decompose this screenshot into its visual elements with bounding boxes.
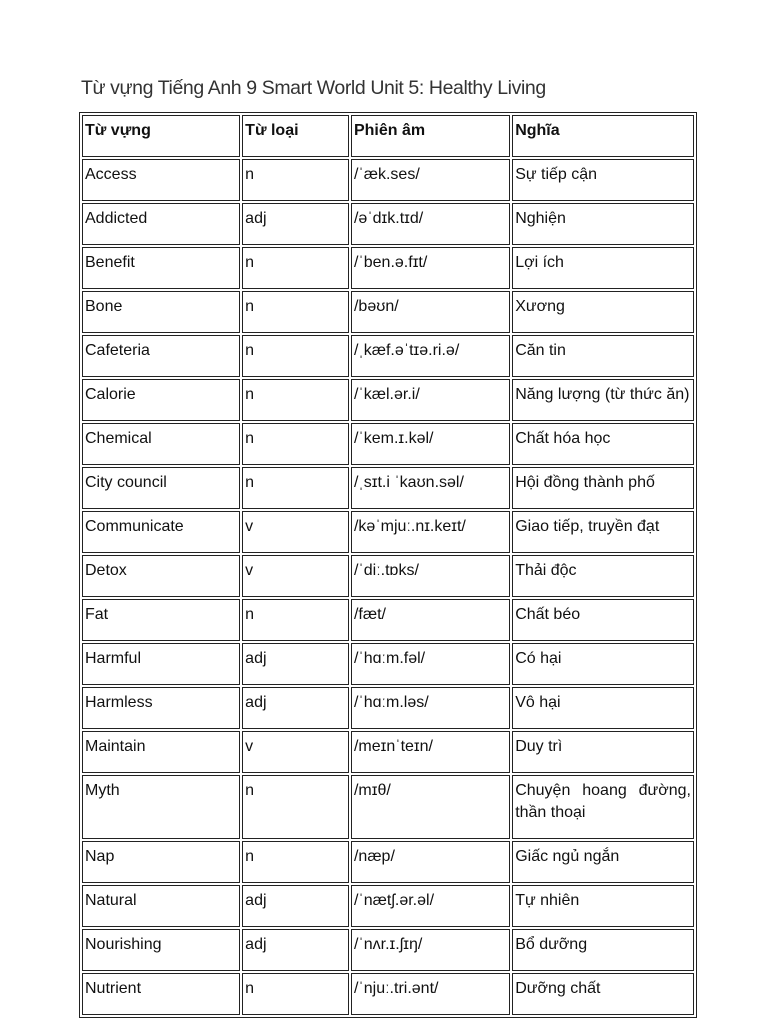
cell-meaning: Chuyện hoang đường, thần thoại: [512, 775, 694, 839]
cell-part-of-speech: v: [242, 731, 349, 773]
cell-part-of-speech: n: [242, 423, 349, 465]
table-row: [82, 687, 694, 729]
cell-part-of-speech: adj: [242, 203, 349, 245]
cell-part-of-speech: v: [242, 555, 349, 597]
cell-word: Natural: [82, 885, 240, 927]
cell-word: Access: [82, 159, 240, 201]
cell-word: Maintain: [82, 731, 240, 773]
cell-meaning: Duy trì: [512, 731, 694, 773]
table-row: [82, 775, 694, 839]
table-row: [82, 885, 694, 927]
cell-meaning: Dưỡng chất: [512, 973, 694, 1015]
cell-word: Nutrient: [82, 973, 240, 1015]
header-meaning: Nghĩa: [512, 115, 694, 157]
cell-meaning: Năng lượng (từ thức ăn): [512, 379, 694, 421]
cell-pronunciation: /kəˈmjuː.nɪ.keɪt/: [351, 511, 510, 553]
cell-part-of-speech: n: [242, 159, 349, 201]
cell-pronunciation: /ˈdiː.tɒks/: [351, 555, 510, 597]
cell-word: Benefit: [82, 247, 240, 289]
cell-meaning: Có hại: [512, 643, 694, 685]
cell-part-of-speech: n: [242, 973, 349, 1015]
vocabulary-table: [79, 112, 697, 1018]
cell-pronunciation: /ˈben.ə.fɪt/: [351, 247, 510, 289]
cell-part-of-speech: adj: [242, 929, 349, 971]
table-row: [82, 159, 694, 201]
cell-pronunciation: /ˌkæf.əˈtɪə.ri.ə/: [351, 335, 510, 377]
cell-part-of-speech: n: [242, 841, 349, 883]
cell-pronunciation: /ˈnʌr.ɪ.ʃɪŋ/: [351, 929, 510, 971]
cell-word: Harmful: [82, 643, 240, 685]
cell-pronunciation: /ˌsɪt.i ˈkaʊn.səl/: [351, 467, 510, 509]
cell-word: Nourishing: [82, 929, 240, 971]
cell-part-of-speech: adj: [242, 885, 349, 927]
cell-meaning: Hội đồng thành phố: [512, 467, 694, 509]
table-row: [82, 731, 694, 773]
table-row: [82, 841, 694, 883]
table-row: [82, 423, 694, 465]
table-row: [82, 599, 694, 641]
cell-meaning: Thải độc: [512, 555, 694, 597]
cell-meaning: Chất béo: [512, 599, 694, 641]
cell-meaning: Giấc ngủ ngắn: [512, 841, 694, 883]
table-row: [82, 929, 694, 971]
header-word: Từ vựng: [82, 115, 240, 157]
cell-pronunciation: /mɪθ/: [351, 775, 510, 839]
cell-part-of-speech: n: [242, 335, 349, 377]
cell-meaning: Lợi ích: [512, 247, 694, 289]
cell-part-of-speech: n: [242, 599, 349, 641]
cell-pronunciation: /ˈnætʃ.ər.əl/: [351, 885, 510, 927]
cell-pronunciation: /ˈhɑːm.fəl/: [351, 643, 510, 685]
table-row: [82, 335, 694, 377]
cell-part-of-speech: n: [242, 291, 349, 333]
document-title: Từ vựng Tiếng Anh 9 Smart World Unit 5: Healthy Living: [81, 77, 546, 99]
table-row: [82, 511, 694, 553]
table-header-row: [82, 115, 694, 157]
cell-word: Chemical: [82, 423, 240, 465]
cell-meaning: Giao tiếp, truyền đạt: [512, 511, 694, 553]
table-row: [82, 247, 694, 289]
table-row: [82, 203, 694, 245]
cell-pronunciation: /ˈnjuː.tri.ənt/: [351, 973, 510, 1015]
cell-part-of-speech: n: [242, 379, 349, 421]
cell-pronunciation: /ˈkæl.ər.i/: [351, 379, 510, 421]
table-row: [82, 379, 694, 421]
cell-meaning: Vô hại: [512, 687, 694, 729]
cell-pronunciation: /fæt/: [351, 599, 510, 641]
cell-meaning: Bổ dưỡng: [512, 929, 694, 971]
cell-pronunciation: /meɪnˈteɪn/: [351, 731, 510, 773]
cell-word: Myth: [82, 775, 240, 839]
header-part-of-speech: Từ loại: [242, 115, 349, 157]
cell-word: Harmless: [82, 687, 240, 729]
cell-meaning: Nghiện: [512, 203, 694, 245]
header-pronunciation: Phiên âm: [351, 115, 510, 157]
cell-part-of-speech: n: [242, 467, 349, 509]
cell-meaning: Chất hóa học: [512, 423, 694, 465]
cell-word: Cafeteria: [82, 335, 240, 377]
cell-pronunciation: /bəʊn/: [351, 291, 510, 333]
cell-part-of-speech: adj: [242, 643, 349, 685]
table-row: [82, 643, 694, 685]
cell-meaning: Tự nhiên: [512, 885, 694, 927]
cell-pronunciation: /ˈkem.ɪ.kəl/: [351, 423, 510, 465]
cell-word: City council: [82, 467, 240, 509]
table-row: [82, 555, 694, 597]
cell-word: Communicate: [82, 511, 240, 553]
cell-meaning: Căn tin: [512, 335, 694, 377]
cell-word: Bone: [82, 291, 240, 333]
table-row: [82, 973, 694, 1015]
table-row: [82, 291, 694, 333]
cell-word: Addicted: [82, 203, 240, 245]
cell-word: Nap: [82, 841, 240, 883]
cell-pronunciation: /næp/: [351, 841, 510, 883]
cell-part-of-speech: v: [242, 511, 349, 553]
cell-word: Detox: [82, 555, 240, 597]
cell-part-of-speech: n: [242, 775, 349, 839]
cell-word: Calorie: [82, 379, 240, 421]
cell-meaning: Xương: [512, 291, 694, 333]
cell-pronunciation: /əˈdɪk.tɪd/: [351, 203, 510, 245]
cell-part-of-speech: adj: [242, 687, 349, 729]
cell-meaning: Sự tiếp cận: [512, 159, 694, 201]
cell-word: Fat: [82, 599, 240, 641]
cell-pronunciation: /ˈhɑːm.ləs/: [351, 687, 510, 729]
cell-pronunciation: /ˈæk.ses/: [351, 159, 510, 201]
table-row: [82, 467, 694, 509]
cell-part-of-speech: n: [242, 247, 349, 289]
